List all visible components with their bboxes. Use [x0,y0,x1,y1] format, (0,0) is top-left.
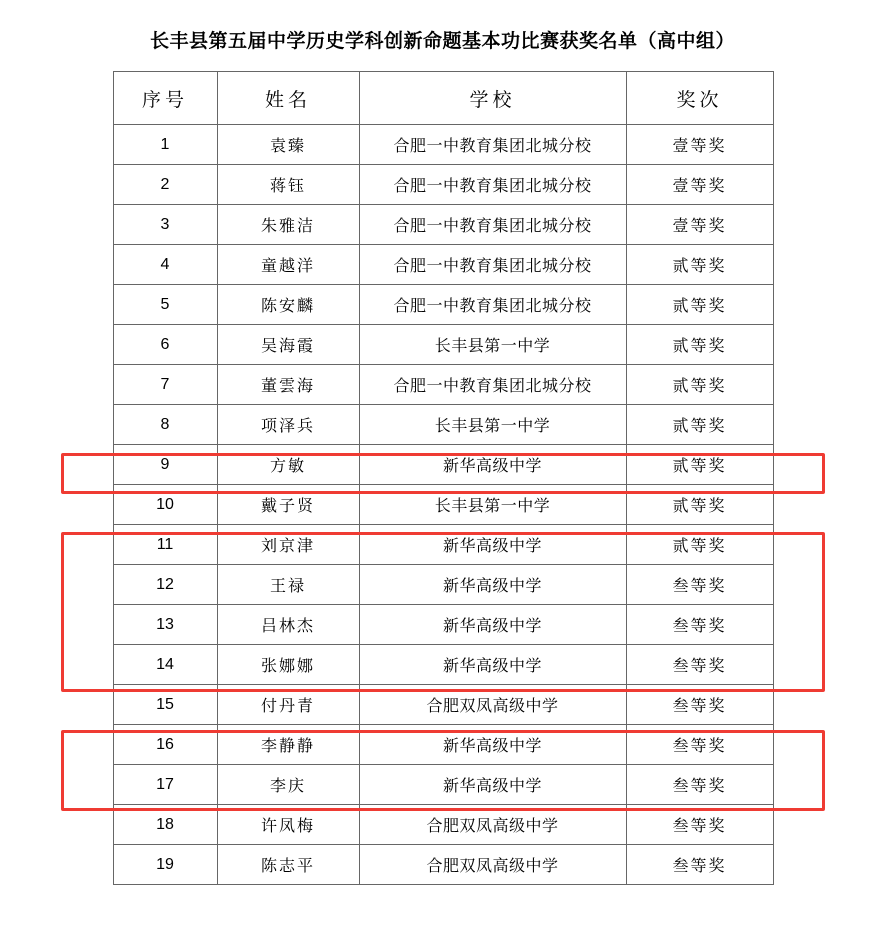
cell-award: 壹等奖 [626,165,773,205]
cell-name: 童越洋 [217,245,359,285]
cell-school: 合肥一中教育集团北城分校 [359,285,626,325]
cell-name: 袁臻 [217,125,359,165]
cell-name: 方敏 [217,445,359,485]
cell-index: 19 [113,845,217,885]
cell-award: 叁等奖 [626,605,773,645]
table-row [113,165,773,205]
cell-name: 董雲海 [217,365,359,405]
table-row [113,765,773,805]
table-row [113,805,773,845]
cell-school: 合肥一中教育集团北城分校 [359,125,626,165]
cell-name: 王禄 [217,565,359,605]
table-row [113,485,773,525]
column-header-school: 学校 [359,72,626,125]
cell-school: 合肥双凤高级中学 [359,845,626,885]
table-row [113,445,773,485]
cell-school: 新华高级中学 [359,525,626,565]
cell-name: 朱雅洁 [217,205,359,245]
cell-award: 贰等奖 [626,525,773,565]
table-row [113,245,773,285]
cell-name: 许凤梅 [217,805,359,845]
cell-award: 叁等奖 [626,645,773,685]
table-row [113,565,773,605]
column-header-award: 奖次 [626,72,773,125]
cell-school: 新华高级中学 [359,645,626,685]
cell-school: 合肥一中教育集团北城分校 [359,365,626,405]
cell-school: 新华高级中学 [359,605,626,645]
cell-index: 4 [113,245,217,285]
cell-school: 长丰县第一中学 [359,325,626,365]
table-row [113,405,773,445]
cell-index: 11 [113,525,217,565]
cell-award: 叁等奖 [626,725,773,765]
cell-index: 7 [113,365,217,405]
cell-school: 新华高级中学 [359,725,626,765]
cell-index: 12 [113,565,217,605]
cell-award: 叁等奖 [626,805,773,845]
cell-award: 贰等奖 [626,365,773,405]
cell-school: 合肥双凤高级中学 [359,685,626,725]
cell-award: 壹等奖 [626,205,773,245]
cell-name: 吴海霞 [217,325,359,365]
cell-award: 贰等奖 [626,445,773,485]
page-title: 长丰县第五届中学历史学科创新命题基本功比赛获奖名单（高中组） [149,31,735,52]
table-row [113,645,773,685]
cell-index: 17 [113,765,217,805]
table-header [113,72,773,125]
table-row [113,285,773,325]
cell-name: 刘京津 [217,525,359,565]
cell-school: 合肥双凤高级中学 [359,805,626,845]
table-row [113,605,773,645]
table-row [113,205,773,245]
cell-school: 新华高级中学 [359,445,626,485]
table-row [113,685,773,725]
table-row [113,845,773,885]
cell-school: 合肥一中教育集团北城分校 [359,165,626,205]
cell-name: 张娜娜 [217,645,359,685]
cell-index: 10 [113,485,217,525]
cell-name: 李庆 [217,765,359,805]
cell-index: 1 [113,125,217,165]
cell-award: 叁等奖 [626,685,773,725]
cell-school: 合肥一中教育集团北城分校 [359,245,626,285]
cell-index: 15 [113,685,217,725]
cell-index: 2 [113,165,217,205]
cell-award: 叁等奖 [626,765,773,805]
cell-award: 贰等奖 [626,285,773,325]
cell-award: 贰等奖 [626,485,773,525]
cell-award: 贰等奖 [626,325,773,365]
cell-index: 8 [113,405,217,445]
cell-index: 18 [113,805,217,845]
cell-award: 叁等奖 [626,845,773,885]
cell-school: 新华高级中学 [359,765,626,805]
cell-school: 合肥一中教育集团北城分校 [359,205,626,245]
cell-name: 付丹青 [217,685,359,725]
cell-name: 陈志平 [217,845,359,885]
table-row [113,725,773,765]
cell-index: 5 [113,285,217,325]
cell-index: 13 [113,605,217,645]
cell-award: 贰等奖 [626,405,773,445]
cell-name: 吕林杰 [217,605,359,645]
cell-name: 李静静 [217,725,359,765]
cell-name: 项泽兵 [217,405,359,445]
table-row [113,525,773,565]
cell-award: 贰等奖 [626,245,773,285]
cell-index: 14 [113,645,217,685]
cell-school: 长丰县第一中学 [359,485,626,525]
cell-name: 陈安麟 [217,285,359,325]
column-header-index: 序号 [113,72,217,125]
cell-index: 6 [113,325,217,365]
cell-school: 新华高级中学 [359,565,626,605]
table-row [113,365,773,405]
award-table-container [113,71,773,885]
cell-name: 蒋钰 [217,165,359,205]
cell-award: 叁等奖 [626,565,773,605]
table-body [113,125,773,885]
table-header-row [113,72,773,125]
award-table [113,71,774,885]
table-row [113,125,773,165]
cell-school: 长丰县第一中学 [359,405,626,445]
cell-name: 戴子贤 [217,485,359,525]
cell-index: 9 [113,445,217,485]
cell-index: 3 [113,205,217,245]
table-row [113,325,773,365]
cell-index: 16 [113,725,217,765]
column-header-name: 姓名 [217,72,359,125]
cell-award: 壹等奖 [626,125,773,165]
